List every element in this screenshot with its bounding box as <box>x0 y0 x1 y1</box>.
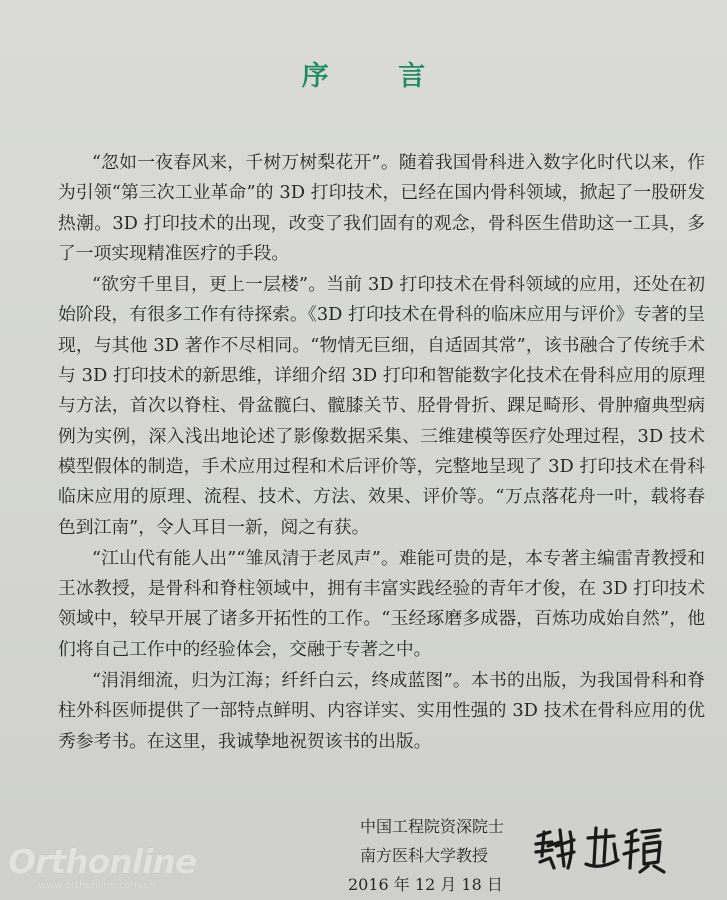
author-title-2: 南方医科大学教授 <box>360 846 489 865</box>
paragraph-2: “欲穷千里目，更上一层楼”。当前 3D 打印技术在骨科领域的应用，还处在初始阶段，有很多工作有待探索。《3D 打印技术在骨科的临床应用与评价》专著的呈现，与其他 3D 著作不尽相同。“物情无巨细，自适固其常”，该书融合了传统手术与 3D 打印技术的新思维，详细介绍 3D 打印和智能数字化技术在骨科应用的原理与方法，首次以脊柱、骨盆髋臼、髋膝关节、胫骨骨折、踝足畸形、骨肿瘤典型病例为实例，深入浅出地论述了影像数据采集、三维建模等医疗处理过程，3D 技术模型假体的制造，手术应用过程和术后评价等，完整地呈现了 3D 打印技术在骨科临床应用的原理、流程、技术、方法、效果、评价等。“万点落花舟一叶，载将春色到江南”，令人耳目一新，阅之有获。 <box>58 274 705 538</box>
signature-block <box>348 812 505 899</box>
handwritten-signature <box>530 822 670 878</box>
author-title-1: 中国工程院资深院士 <box>360 817 505 836</box>
watermark-logo: Orthonline <box>8 842 197 881</box>
paragraph-3: “江山代有能人出”“雏凤清于老凤声”。难能可贵的是，本专著主编雷青教授和王冰教授，是骨科和脊柱领域中，拥有丰富实践经验的青年才俊，在 3D 打印技术领域中，较早开展了诸多开拓性的工作。“玉经琢磨多成器，百炼功成始自然”，他们将自己工作中的经验体会，交融于专著之中。 <box>58 547 705 660</box>
paragraph-1: “忽如一夜春风来，千树万树梨花开”。随着我国骨科进入数字化时代以来，作为引领“第三次工业革命”的 3D 打印技术，已经在国内骨科领域，掀起了一股研发热潮。3D 打印技术的出现，改变了我们固有的观念，骨科医生借助这一工具，多了一项实现精准医疗的手段。 <box>58 152 705 264</box>
site-watermark <box>4 842 197 900</box>
paragraph-4: “涓涓细流，归为江海；纤纤白云，终成蓝图”。本书的出版，为我国骨科和脊柱外科医师提供了一部特点鲜明、内容详实、实用性强的 3D 技术在骨科应用的优秀参考书。在这里，我诚挚地祝贺该书的出版。 <box>58 670 705 752</box>
page-title: 序 言 <box>301 61 456 92</box>
signing-date: 2016 年 12 月 18 日 <box>348 875 503 894</box>
watermark-url: www.orthonline.com.cn <box>38 880 156 891</box>
preface-body <box>58 148 705 758</box>
